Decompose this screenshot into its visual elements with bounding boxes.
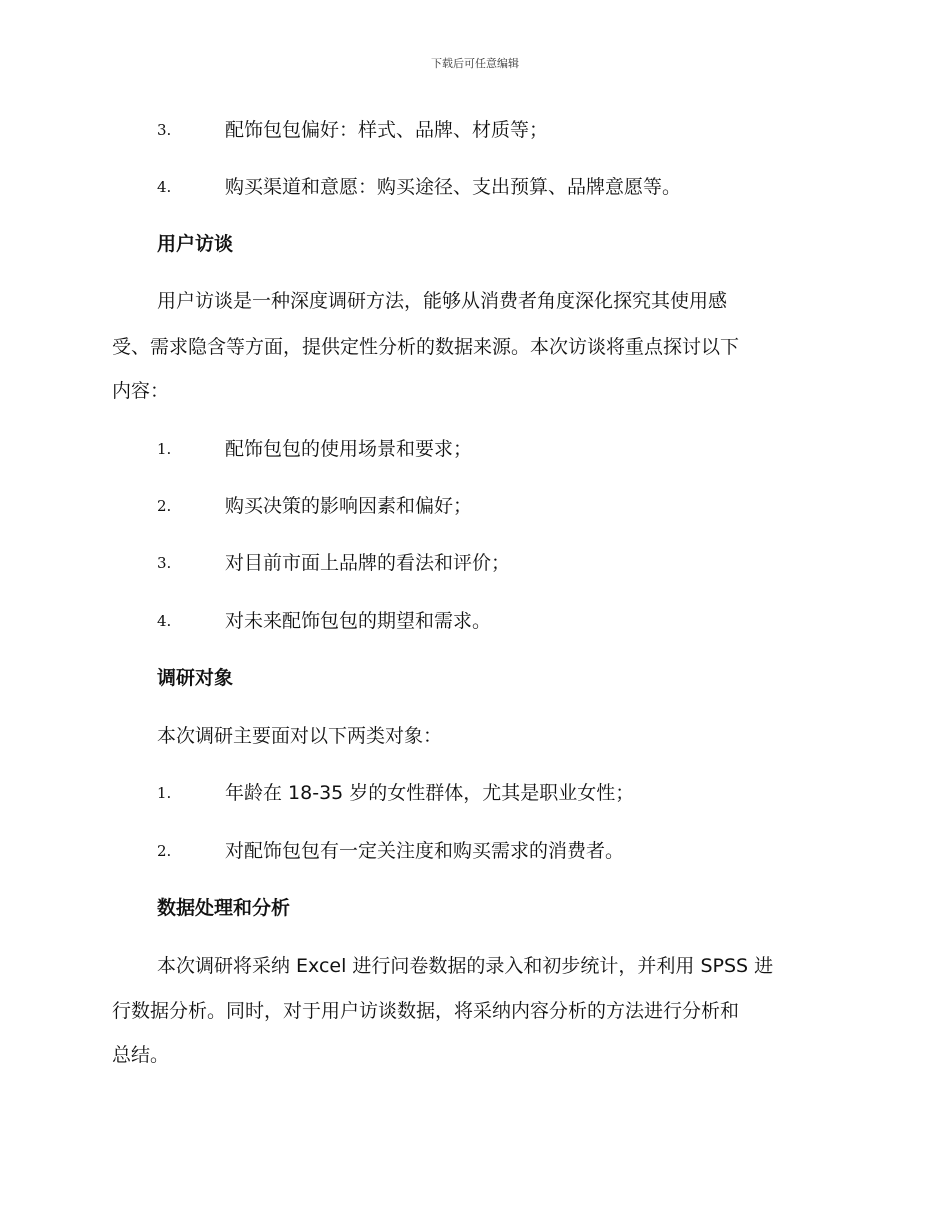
list-number: 3. xyxy=(157,121,172,139)
list-number: 2. xyxy=(157,497,172,515)
list-text: 对配饰包包有一定关注度和购买需求的消费者。 xyxy=(225,840,625,862)
section-heading-data-analysis: 数据处理和分析 xyxy=(157,897,291,919)
list-text: 配饰包包偏好：样式、品牌、材质等； xyxy=(225,119,549,141)
list-number: 1. xyxy=(157,784,172,802)
list-text: 对目前市面上品牌的看法和评价； xyxy=(225,552,511,574)
list-number: 3. xyxy=(157,554,172,572)
paragraph-line: 行数据分析。同时，对于用户访谈数据，将采纳内容分析的方法进行分析和 xyxy=(112,1000,740,1022)
section-heading-user-interview: 用户访谈 xyxy=(157,233,234,255)
paragraph-line: 内容： xyxy=(112,380,170,402)
list-item xyxy=(0,836,950,866)
list-number: 2. xyxy=(157,842,172,860)
paragraph-line: 本次调研主要面对以下两类对象： xyxy=(157,725,443,747)
list-item xyxy=(0,172,950,202)
paragraph-line: 用户访谈是一种深度调研方法，能够从消费者角度深化探究其使用感 xyxy=(157,290,728,312)
list-text: 年龄在 18-35 岁的女性群体，尤其是职业女性； xyxy=(225,782,635,804)
list-number: 4. xyxy=(157,178,172,196)
paragraph-line: 总结。 xyxy=(112,1044,170,1066)
list-item xyxy=(0,778,950,808)
list-text: 购买渠道和意愿：购买途径、支出预算、品牌意愿等。 xyxy=(225,176,682,198)
list-item xyxy=(0,434,950,464)
list-item xyxy=(0,115,950,145)
list-text: 对未来配饰包包的期望和需求。 xyxy=(225,610,492,632)
paragraph-line: 受、需求隐含等方面，提供定性分析的数据来源。本次访谈将重点探讨以下 xyxy=(112,336,740,358)
list-item xyxy=(0,548,950,578)
section-heading-research-targets: 调研对象 xyxy=(157,667,234,689)
list-text: 购买决策的影响因素和偏好； xyxy=(225,495,473,517)
list-item xyxy=(0,491,950,521)
list-number: 1. xyxy=(157,440,172,458)
list-item xyxy=(0,606,950,636)
list-number: 4. xyxy=(157,612,172,630)
paragraph-line: 本次调研将采纳 Excel 进行问卷数据的录入和初步统计，并利用 SPSS 进 xyxy=(157,955,774,977)
list-text: 配饰包包的使用场景和要求； xyxy=(225,438,473,460)
page-header-note: 下载后可任意编辑 xyxy=(431,57,519,70)
